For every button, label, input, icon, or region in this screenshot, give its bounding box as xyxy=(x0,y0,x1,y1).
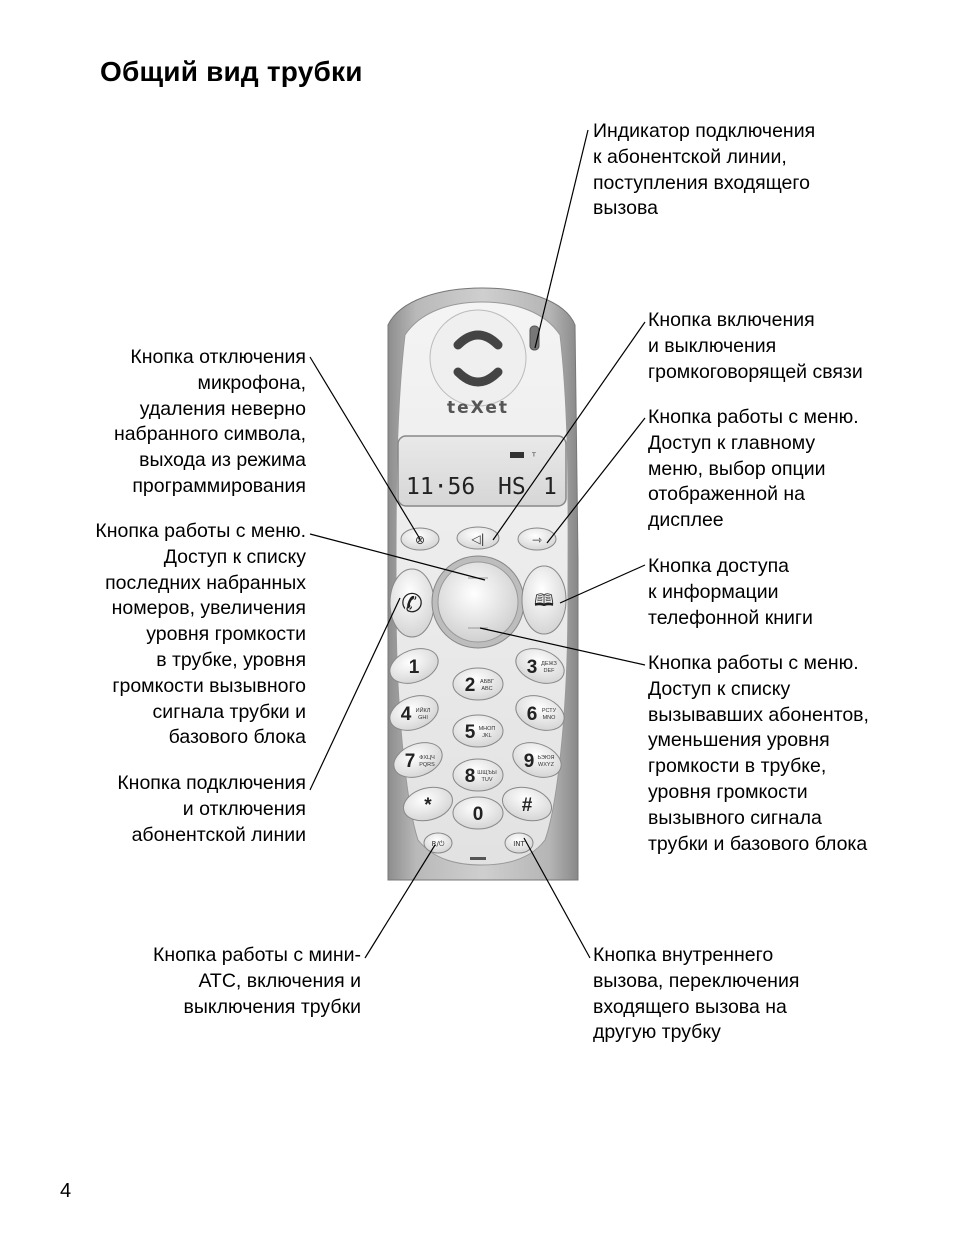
key-letters: ДЕЖЗ xyxy=(541,661,557,667)
key-letters: PQRS xyxy=(419,762,435,768)
key-digit: 6 xyxy=(526,704,538,725)
key-letters: TUV xyxy=(481,777,493,783)
callout-line-indicator: Индикатор подключения к абонентской линии, поступления входящего вызова xyxy=(593,120,816,220)
key-2[interactable] xyxy=(453,668,503,700)
speaker-icon: ◁| xyxy=(471,532,485,546)
leader-talk-key xyxy=(310,598,400,790)
key-letters: РСТУ xyxy=(541,708,557,714)
key-digit: 7 xyxy=(404,751,416,772)
key-digit: 2 xyxy=(464,675,476,696)
menu-arrow-icon: ⇾ xyxy=(531,533,543,547)
key-letters: MNO xyxy=(542,715,556,721)
display-handset-number: 1 xyxy=(543,474,557,500)
callout-mute-key: Кнопка отключения микрофона, удаления неверно набранного символа, выхода из режима программирования xyxy=(113,346,306,497)
key-letters: ФХЦЧ xyxy=(419,755,435,761)
key-digit: 0 xyxy=(472,804,484,825)
key-digit: 9 xyxy=(523,751,535,772)
speaker-key[interactable] xyxy=(457,527,499,549)
key-8[interactable] xyxy=(453,759,503,791)
key-letters: МНОП xyxy=(478,726,496,732)
callout-phonebook-key: Кнопка доступа к информации телефонной книги xyxy=(648,555,813,629)
page-number: 4 xyxy=(60,1180,72,1202)
handset-icon: ✆ xyxy=(401,589,423,619)
key-letters: GHI xyxy=(418,715,428,721)
talk-key[interactable] xyxy=(390,569,434,637)
antenna-icon: ᵀ xyxy=(532,452,536,463)
key-digit: # xyxy=(521,795,533,816)
callout-r-key: Кнопка работы с мини- АТС, включения и выключения трубки xyxy=(152,944,361,1018)
display-handset: HS xyxy=(498,474,526,500)
key-5[interactable] xyxy=(453,715,503,747)
r-key-label: R/⏻ xyxy=(431,840,445,848)
r-key[interactable] xyxy=(424,833,452,853)
key-letters: ИЙКЛ xyxy=(415,708,431,714)
int-key[interactable] xyxy=(505,833,533,853)
book-icon: 🕮 xyxy=(533,591,555,611)
key-letters: ШЩЪЫ xyxy=(477,770,497,776)
microphone-slot xyxy=(470,857,486,860)
key-digit: 4 xyxy=(400,704,412,725)
callout-menu-key: Кнопка работы с меню. Доступ к главному меню, выбор опции отображенной на дисплее xyxy=(648,406,859,532)
int-key-label: INT xyxy=(513,840,525,848)
key-digit: 5 xyxy=(464,722,476,743)
key-letters: WXYZ xyxy=(538,762,554,768)
callout-int-key: Кнопка внутреннего вызова, переключения входящего вызова на другую трубку xyxy=(593,944,800,1044)
key-letters: DEF xyxy=(543,668,555,674)
phonebook-key[interactable] xyxy=(522,566,566,634)
key-digit: * xyxy=(424,795,432,816)
battery-icon xyxy=(510,452,524,458)
callout-speaker-key: Кнопка включения и выключения громкоговорящей связи xyxy=(648,309,863,383)
key-digit: 1 xyxy=(408,657,420,678)
key-0[interactable] xyxy=(453,797,503,829)
display-time: 11·56 xyxy=(406,474,476,500)
key-letters: ЬЭЮЯ xyxy=(537,755,555,761)
brand-logo: teXet xyxy=(447,398,509,418)
earpiece xyxy=(430,310,526,406)
callout-nav-down: Кнопка работы с меню. Доступ к списку вызывавших абонентов, уменьшения уровня громкости в трубке, уровня громкости вызывного сигнала трубки и базового блока xyxy=(648,652,869,855)
callout-nav-up: Кнопка работы с меню. Доступ к списку последних набранных номеров, увеличения уровня громкости в трубке, уровня громкости вызывного сигнала трубки и базового блока xyxy=(95,520,306,749)
key-letters: JKL xyxy=(482,733,492,739)
key-digit: 3 xyxy=(526,657,538,678)
key-letters: ABC xyxy=(481,686,493,692)
mute-icon: ⊗ xyxy=(414,533,426,547)
callout-talk-key: Кнопка подключения и отключения абонентской линии xyxy=(117,772,306,846)
key-digit: 8 xyxy=(464,766,476,787)
key-letters: АБВГ xyxy=(480,679,494,685)
page-title: Общий вид трубки xyxy=(100,56,363,87)
